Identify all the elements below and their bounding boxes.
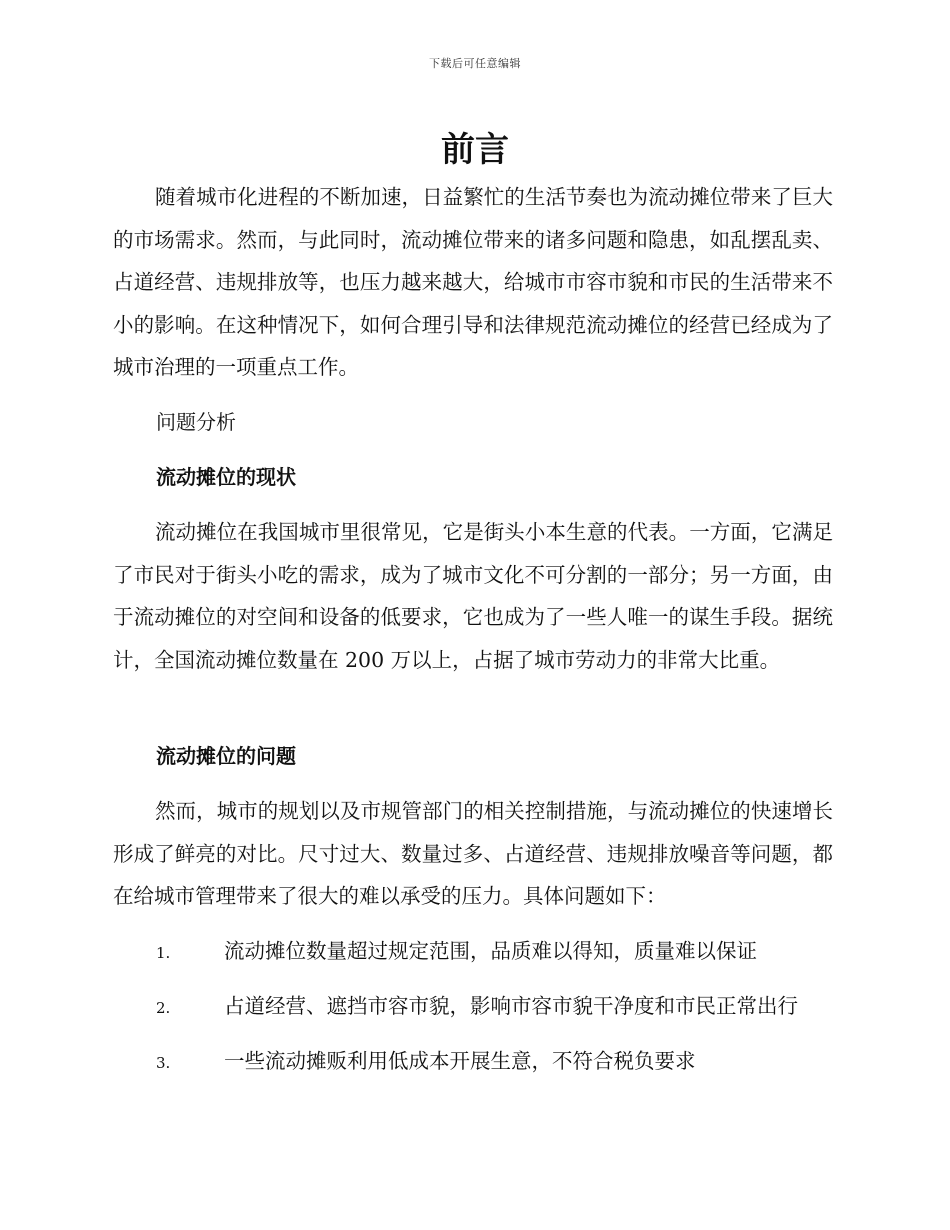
list-item-number: 1. — [156, 944, 171, 962]
list-item-number: 3. — [156, 1054, 171, 1072]
section-heading-analysis: 问题分析 — [156, 410, 236, 434]
subheading-problems: 流动摊位的问题 — [156, 744, 296, 768]
header-note: 下载后可任意编辑 — [429, 57, 521, 70]
list-item-number: 2. — [156, 999, 171, 1017]
list-item — [156, 991, 856, 1023]
problems-paragraph: 然而，城市的规划以及市规管部门的相关控制措施，与流动摊位的快速增长形成了鲜亮的对比。尺寸过大、数量过多、占道经营、违规排放噪音等问题，都在给城市管理带来了很大的难以承受的压力。具体问题如下： — [113, 799, 833, 908]
list-item — [156, 936, 856, 968]
list-item-text: 一些流动摊贩利用低成本开展生意，不符合税负要求 — [224, 1049, 696, 1073]
page-title: 前言 — [441, 130, 509, 170]
list-item-text: 流动摊位数量超过规定范围，品质难以得知，质量难以保证 — [224, 939, 757, 963]
subheading-status: 流动摊位的现状 — [156, 465, 296, 489]
list-item — [156, 1046, 856, 1078]
list-item-text: 占道经营、遮挡市容市貌，影响市容市貌干净度和市民正常出行 — [224, 994, 798, 1018]
intro-paragraph: 随着城市化进程的不断加速，日益繁忙的生活节奏也为流动摊位带来了巨大的市场需求。然而，与此同时，流动摊位带来的诸多问题和隐患，如乱摆乱卖、占道经营、违规排放等，也压力越来越大，给城市市容市貌和市民的生活带来不小的影响。在这种情况下，如何合理引导和法律规范流动摊位的经营已经成为了城市治理的一项重点工作。 — [113, 185, 833, 379]
status-paragraph: 流动摊位在我国城市里很常见，它是街头小本生意的代表。一方面，它满足了市民对于街头小吃的需求，成为了城市文化不可分割的一部分；另一方面，由于流动摊位的对空间和设备的低要求，它也成为了一些人唯一的谋生手段。据统计，全国流动摊位数量在 200 万以上，占据了城市劳动力的非常大比重。 — [113, 520, 833, 672]
